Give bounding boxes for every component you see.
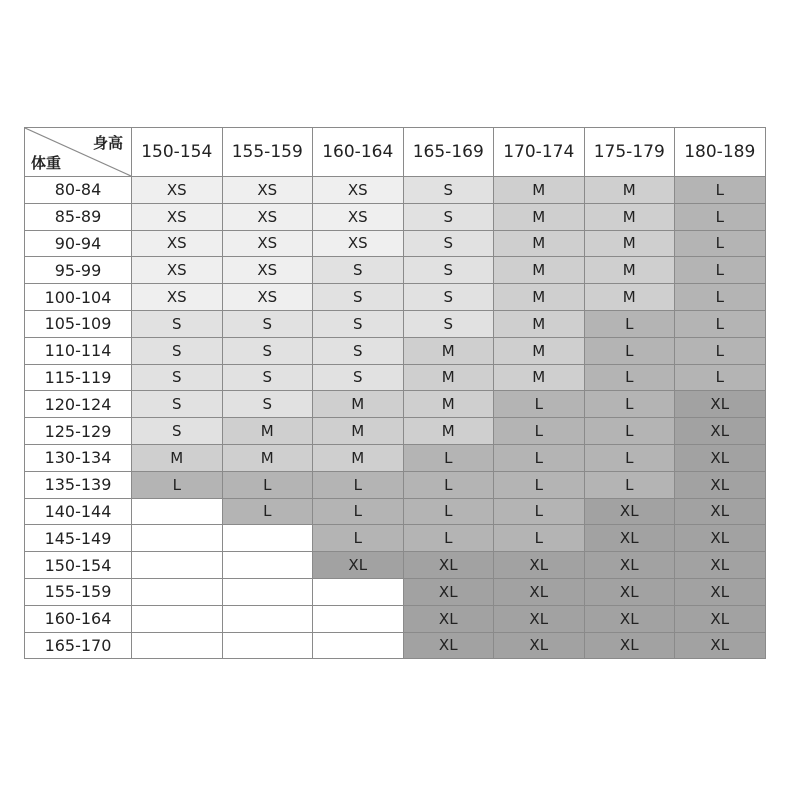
table-row [25, 203, 766, 230]
size-cell: XS [132, 284, 223, 311]
size-cell [132, 605, 223, 632]
size-cell: XS [132, 203, 223, 230]
size-cell [222, 552, 313, 579]
table-row [25, 444, 766, 471]
size-cell: M [222, 418, 313, 445]
weight-row-label: 160-164 [25, 605, 132, 632]
size-cell: M [494, 310, 585, 337]
size-cell [132, 632, 223, 659]
size-cell: L [584, 391, 675, 418]
size-cell: M [313, 444, 404, 471]
size-cell: S [132, 337, 223, 364]
size-cell: L [675, 284, 766, 311]
size-cell: S [222, 310, 313, 337]
size-cell: XL [494, 605, 585, 632]
size-cell: S [403, 284, 494, 311]
size-cell: XS [222, 177, 313, 204]
size-cell: XS [313, 203, 404, 230]
size-cell: L [494, 498, 585, 525]
size-cell: XL [313, 552, 404, 579]
weight-row-label: 135-139 [25, 471, 132, 498]
size-cell: L [675, 337, 766, 364]
size-cell: XL [675, 578, 766, 605]
size-cell: S [132, 310, 223, 337]
size-cell: S [222, 391, 313, 418]
size-cell: XL [675, 498, 766, 525]
table-row [25, 177, 766, 204]
height-column-header: 150-154 [132, 128, 223, 177]
size-cell: XS [222, 230, 313, 257]
size-cell: L [494, 471, 585, 498]
table-row [25, 257, 766, 284]
size-cell: M [494, 257, 585, 284]
table-row [25, 525, 766, 552]
size-cell: XL [675, 605, 766, 632]
size-cell [313, 578, 404, 605]
size-cell: L [313, 525, 404, 552]
size-cell: L [403, 498, 494, 525]
size-cell: L [584, 310, 675, 337]
size-cell: L [584, 364, 675, 391]
size-cell: XL [675, 632, 766, 659]
size-cell: S [313, 257, 404, 284]
size-cell: S [132, 418, 223, 445]
table-row [25, 284, 766, 311]
size-cell [222, 578, 313, 605]
size-cell: S [403, 203, 494, 230]
size-cell [132, 578, 223, 605]
size-cell: XS [132, 177, 223, 204]
size-cell: L [584, 471, 675, 498]
size-cell: L [313, 471, 404, 498]
weight-label: 体重 [31, 154, 62, 172]
size-cell: S [403, 177, 494, 204]
size-cell: S [403, 310, 494, 337]
size-cell: M [494, 364, 585, 391]
table-row [25, 418, 766, 445]
size-cell: L [494, 525, 585, 552]
size-cell: XS [313, 230, 404, 257]
size-cell: L [403, 525, 494, 552]
size-cell: XS [222, 203, 313, 230]
size-cell [222, 605, 313, 632]
table-row [25, 605, 766, 632]
size-cell: L [675, 310, 766, 337]
weight-row-label: 110-114 [25, 337, 132, 364]
size-cell: M [313, 391, 404, 418]
weight-row-label: 125-129 [25, 418, 132, 445]
size-cell: M [584, 284, 675, 311]
size-cell: XL [403, 605, 494, 632]
weight-row-label: 150-154 [25, 552, 132, 579]
size-cell: XL [403, 578, 494, 605]
size-cell: L [403, 444, 494, 471]
weight-row-label: 165-170 [25, 632, 132, 659]
table-row [25, 230, 766, 257]
size-cell: XS [222, 284, 313, 311]
size-cell: S [403, 230, 494, 257]
size-cell: L [675, 257, 766, 284]
size-cell [132, 552, 223, 579]
height-column-header: 180-189 [675, 128, 766, 177]
size-cell: S [132, 391, 223, 418]
size-cell: M [313, 418, 404, 445]
size-cell: XL [584, 605, 675, 632]
size-cell: XL [584, 498, 675, 525]
weight-row-label: 105-109 [25, 310, 132, 337]
size-cell: L [584, 444, 675, 471]
size-cell: XL [584, 578, 675, 605]
size-chart-table [24, 127, 766, 659]
size-cell: L [675, 364, 766, 391]
size-cell: XL [494, 632, 585, 659]
table-row [25, 498, 766, 525]
size-cell: XL [494, 552, 585, 579]
table-row [25, 578, 766, 605]
size-cell: M [403, 337, 494, 364]
size-cell: S [222, 364, 313, 391]
table-row [25, 391, 766, 418]
size-cell [132, 525, 223, 552]
size-cell: XL [584, 632, 675, 659]
height-label: 身高 [92, 134, 123, 152]
table-row [25, 552, 766, 579]
size-cell [313, 632, 404, 659]
size-cell: L [222, 471, 313, 498]
size-cell: L [313, 498, 404, 525]
table-row [25, 471, 766, 498]
size-cell: XL [584, 552, 675, 579]
size-cell: S [313, 284, 404, 311]
size-cell: L [132, 471, 223, 498]
size-cell: M [584, 203, 675, 230]
table-row [25, 632, 766, 659]
size-cell: XL [403, 552, 494, 579]
size-cell: XS [132, 257, 223, 284]
size-cell [222, 525, 313, 552]
weight-row-label: 80-84 [25, 177, 132, 204]
size-cell [313, 605, 404, 632]
size-cell: M [403, 391, 494, 418]
size-cell: XL [675, 444, 766, 471]
height-column-header: 160-164 [313, 128, 404, 177]
size-cell: M [132, 444, 223, 471]
weight-row-label: 120-124 [25, 391, 132, 418]
corner-cell [25, 128, 132, 177]
header-row [25, 128, 766, 177]
size-cell: L [494, 444, 585, 471]
size-cell: XL [675, 471, 766, 498]
weight-row-label: 145-149 [25, 525, 132, 552]
size-cell: XL [675, 525, 766, 552]
size-cell: M [222, 444, 313, 471]
table-row [25, 337, 766, 364]
weight-row-label: 90-94 [25, 230, 132, 257]
weight-row-label: 100-104 [25, 284, 132, 311]
size-cell: M [494, 284, 585, 311]
size-cell: L [675, 203, 766, 230]
height-column-header: 170-174 [494, 128, 585, 177]
size-cell: S [403, 257, 494, 284]
size-cell: XL [494, 578, 585, 605]
size-cell: M [584, 177, 675, 204]
size-cell: S [222, 337, 313, 364]
weight-row-label: 130-134 [25, 444, 132, 471]
size-cell: M [584, 230, 675, 257]
size-cell: M [494, 230, 585, 257]
size-cell: XL [403, 632, 494, 659]
size-cell: XL [584, 525, 675, 552]
size-cell: XL [675, 552, 766, 579]
size-cell: S [313, 310, 404, 337]
size-cell: XS [222, 257, 313, 284]
table-row [25, 310, 766, 337]
size-cell: M [494, 203, 585, 230]
size-cell: L [675, 230, 766, 257]
size-cell: S [313, 364, 404, 391]
size-cell [132, 498, 223, 525]
weight-row-label: 115-119 [25, 364, 132, 391]
size-cell: M [403, 364, 494, 391]
height-column-header: 155-159 [222, 128, 313, 177]
size-cell: S [132, 364, 223, 391]
weight-row-label: 155-159 [25, 578, 132, 605]
size-cell: XL [675, 391, 766, 418]
size-cell: M [584, 257, 675, 284]
table-row [25, 364, 766, 391]
size-cell [222, 632, 313, 659]
size-cell: XS [132, 230, 223, 257]
size-cell: M [403, 418, 494, 445]
size-cell: L [584, 337, 675, 364]
weight-row-label: 140-144 [25, 498, 132, 525]
weight-row-label: 85-89 [25, 203, 132, 230]
size-cell: L [584, 418, 675, 445]
height-column-header: 165-169 [403, 128, 494, 177]
size-cell: L [494, 418, 585, 445]
size-cell: XL [675, 418, 766, 445]
size-cell: L [675, 177, 766, 204]
size-cell: S [313, 337, 404, 364]
weight-row-label: 95-99 [25, 257, 132, 284]
height-column-header: 175-179 [584, 128, 675, 177]
size-cell: XS [313, 177, 404, 204]
size-cell: L [222, 498, 313, 525]
size-cell: M [494, 337, 585, 364]
size-cell: M [494, 177, 585, 204]
size-cell: L [494, 391, 585, 418]
size-cell: L [403, 471, 494, 498]
